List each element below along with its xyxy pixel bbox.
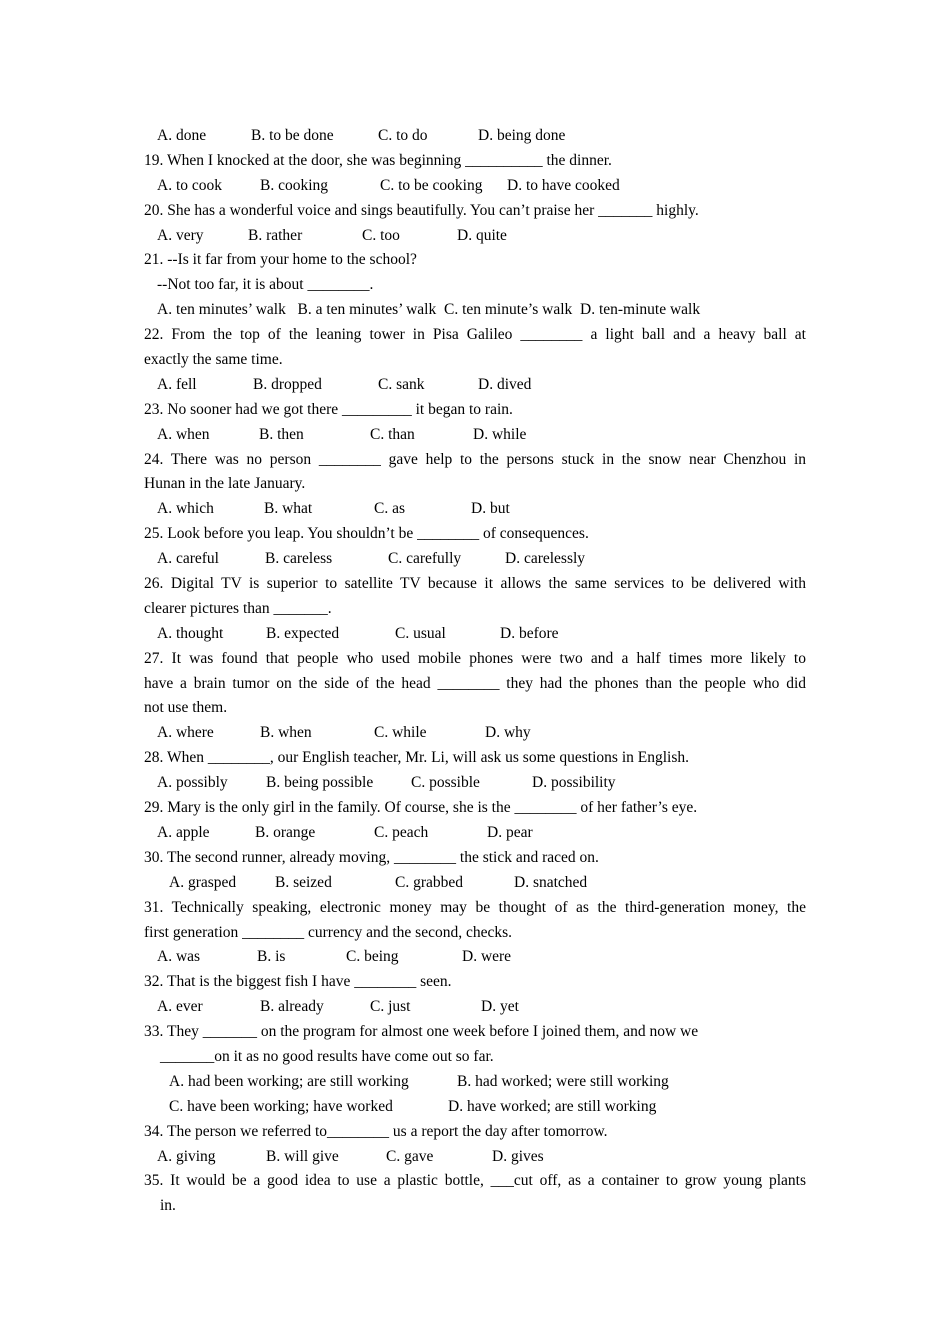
q26-options [144, 622, 806, 647]
q28-options [144, 771, 806, 796]
q25-option-b: B. careless [265, 550, 333, 568]
q29-option-c: C. peach [374, 823, 429, 841]
q22-stem: 22. From the top of the leaning tower in Pisa Galileo ________ a light ball and a heavy ball at [144, 326, 806, 344]
q33-option-a: A. had been working; are still working [169, 1072, 409, 1090]
q24-option-b: B. what [264, 500, 313, 518]
q26-option-c: C. usual [395, 624, 446, 642]
q19-stem: 19. When I knocked at the door, she was beginning __________ the dinner. [144, 151, 612, 169]
q31-option-a: A. was [157, 948, 201, 966]
q32-option-c: C. just [370, 998, 411, 1016]
q18-option-d: D. being done [478, 127, 566, 144]
q27-option-b: B. when [260, 724, 312, 742]
q22-option-b: B. dropped [253, 375, 322, 393]
q29-option-a: A. apple [157, 823, 210, 841]
q34-option-c: C. gave [386, 1147, 434, 1165]
q18-option-b: B. to be done [251, 127, 334, 144]
q25-stem: 25. Look before you leap. You shouldn’t be ________ of consequences. [144, 525, 589, 543]
q34-option-a: A. giving [157, 1147, 216, 1165]
q29-option-d: D. pear [487, 823, 533, 841]
q21-stem-reply: --Not too far, it is about ________. [157, 276, 374, 294]
q29-stem: 29. Mary is the only girl in the family. Of course, she is the ________ of her father’s eye. [144, 799, 698, 817]
q28-option-c: C. possible [411, 774, 480, 792]
q24-option-d: D. but [471, 500, 510, 518]
q34-options [144, 1145, 806, 1170]
q30-option-d: D. snatched [514, 873, 588, 891]
q26-stem-cont: clearer pictures than _______. [144, 599, 332, 617]
q28-option-a: A. possibly [157, 774, 228, 792]
q19-option-d: D. to have cooked [507, 176, 620, 194]
q30-option-c: C. grabbed [395, 873, 464, 891]
q25-option-a: A. careful [157, 550, 219, 568]
q33-options-row2 [144, 1095, 806, 1120]
q19-option-a: A. to cook [157, 176, 223, 194]
q32-options [144, 995, 806, 1020]
q34-stem: 34. The person we referred to________ us a report the day after tomorrow. [144, 1122, 608, 1140]
q24-stem-cont: Hunan in the late January. [144, 475, 306, 493]
q32-option-b: B. already [260, 998, 324, 1016]
q22-option-c: C. sank [378, 375, 425, 393]
q23-option-c: C. than [370, 425, 415, 443]
q18-option-c: C. to do [378, 127, 428, 144]
q31-option-d: D. were [462, 948, 512, 966]
q25-option-d: D. carelessly [505, 550, 586, 568]
q22-options [144, 373, 806, 398]
q26-option-b: B. expected [266, 624, 340, 642]
q27-stem-end: not use them. [144, 699, 228, 717]
q19-option-b: B. cooking [260, 176, 329, 194]
q30-option-a: A. grasped [169, 873, 237, 891]
q24-option-c: C. as [374, 500, 405, 518]
q23-option-a: A. when [157, 425, 210, 443]
q33-stem: 33. They _______ on the program for almost one week before I joined them, and now we [144, 1023, 699, 1041]
q34-option-d: D. gives [492, 1147, 544, 1165]
q22-option-a: A. fell [157, 375, 197, 393]
q29-option-b: B. orange [255, 823, 316, 841]
q32-option-a: A. ever [157, 998, 203, 1016]
q25-option-c: C. carefully [388, 550, 462, 568]
q24-option-a: A. which [157, 500, 214, 518]
q23-options [144, 423, 806, 448]
q35-stem: 35. It would be a good idea to use a plastic bottle, ___cut off, as a container to grow young plants [144, 1172, 806, 1190]
q22-stem-cont: exactly the same time. [144, 351, 283, 369]
q31-option-c: C. being [346, 948, 399, 966]
q20-options [144, 224, 806, 249]
q28-option-b: B. being possible [266, 774, 374, 792]
q33-options-row1 [144, 1070, 806, 1095]
q19-options [144, 174, 806, 199]
q23-option-d: D. while [473, 425, 527, 443]
q21-stem: 21. --Is it far from your home to the school? [144, 251, 417, 269]
q20-stem: 20. She has a wonderful voice and sings beautifully. You can’t praise her _______ highly. [144, 201, 699, 219]
q30-option-b: B. seized [275, 873, 332, 891]
q20-option-a: A. very [157, 226, 204, 244]
q35-stem-cont: in. [160, 1197, 176, 1215]
q18-options [144, 124, 806, 149]
q31-options [144, 945, 806, 970]
q31-option-b: B. is [257, 948, 286, 966]
q26-option-d: D. before [500, 624, 559, 642]
q26-option-a: A. thought [157, 624, 224, 642]
q30-options [144, 871, 806, 896]
q22-option-d: D. dived [478, 375, 532, 393]
q27-options [144, 721, 806, 746]
q29-options [144, 821, 806, 846]
q31-stem: 31. Technically speaking, electronic money may be thought of as the third-generation money, the [144, 898, 806, 916]
q30-stem: 30. The second runner, already moving, ________ the stick and raced on. [144, 848, 599, 866]
q20-option-b: B. rather [248, 226, 303, 244]
q27-stem: 27. It was found that people who used mobile phones were two and a half times more likely to [144, 649, 806, 667]
q33-option-d: D. have worked; are still working [448, 1097, 657, 1115]
q28-option-d: D. possibility [532, 774, 616, 792]
q25-options [144, 547, 806, 572]
q18-option-a: A. done [157, 127, 207, 144]
q27-option-a: A. where [157, 724, 214, 742]
q23-option-b: B. then [259, 425, 304, 443]
q27-option-c: C. while [374, 724, 427, 742]
q24-options [144, 497, 806, 522]
q27-stem-cont: have a brain tumor on the side of the head ________ they had the phones than the people who did [144, 674, 806, 692]
q27-option-d: D. why [485, 724, 531, 742]
q23-stem: 23. No sooner had we got there _________ it began to rain. [144, 400, 513, 418]
q34-option-b: B. will give [266, 1147, 339, 1165]
q20-option-d: D. quite [457, 226, 507, 244]
q33-option-b: B. had worked; were still working [457, 1072, 669, 1090]
q31-stem-cont: first generation ________ currency and the second, checks. [144, 923, 512, 941]
exam-page [144, 124, 806, 1219]
q21-options: A. ten minutes’ walk B. a ten minutes’ walk C. ten minute’s walk D. ten-minute walk [157, 301, 701, 319]
q32-option-d: D. yet [481, 998, 519, 1016]
q32-stem: 32. That is the biggest fish I have ________ seen. [144, 973, 452, 991]
q28-stem: 28. When ________, our English teacher, Mr. Li, will ask us some questions in English. [144, 749, 689, 767]
q19-option-c: C. to be cooking [380, 176, 483, 194]
q20-option-c: C. too [362, 226, 400, 244]
q26-stem: 26. Digital TV is superior to satellite TV because it allows the same services to be delivered with [144, 575, 806, 593]
q33-option-c: C. have been working; have worked [169, 1097, 393, 1115]
q24-stem: 24. There was no person ________ gave help to the persons stuck in the snow near Chenzhou in [144, 450, 806, 468]
q33-stem-cont: _______on it as no good results have come out so far. [160, 1047, 494, 1065]
